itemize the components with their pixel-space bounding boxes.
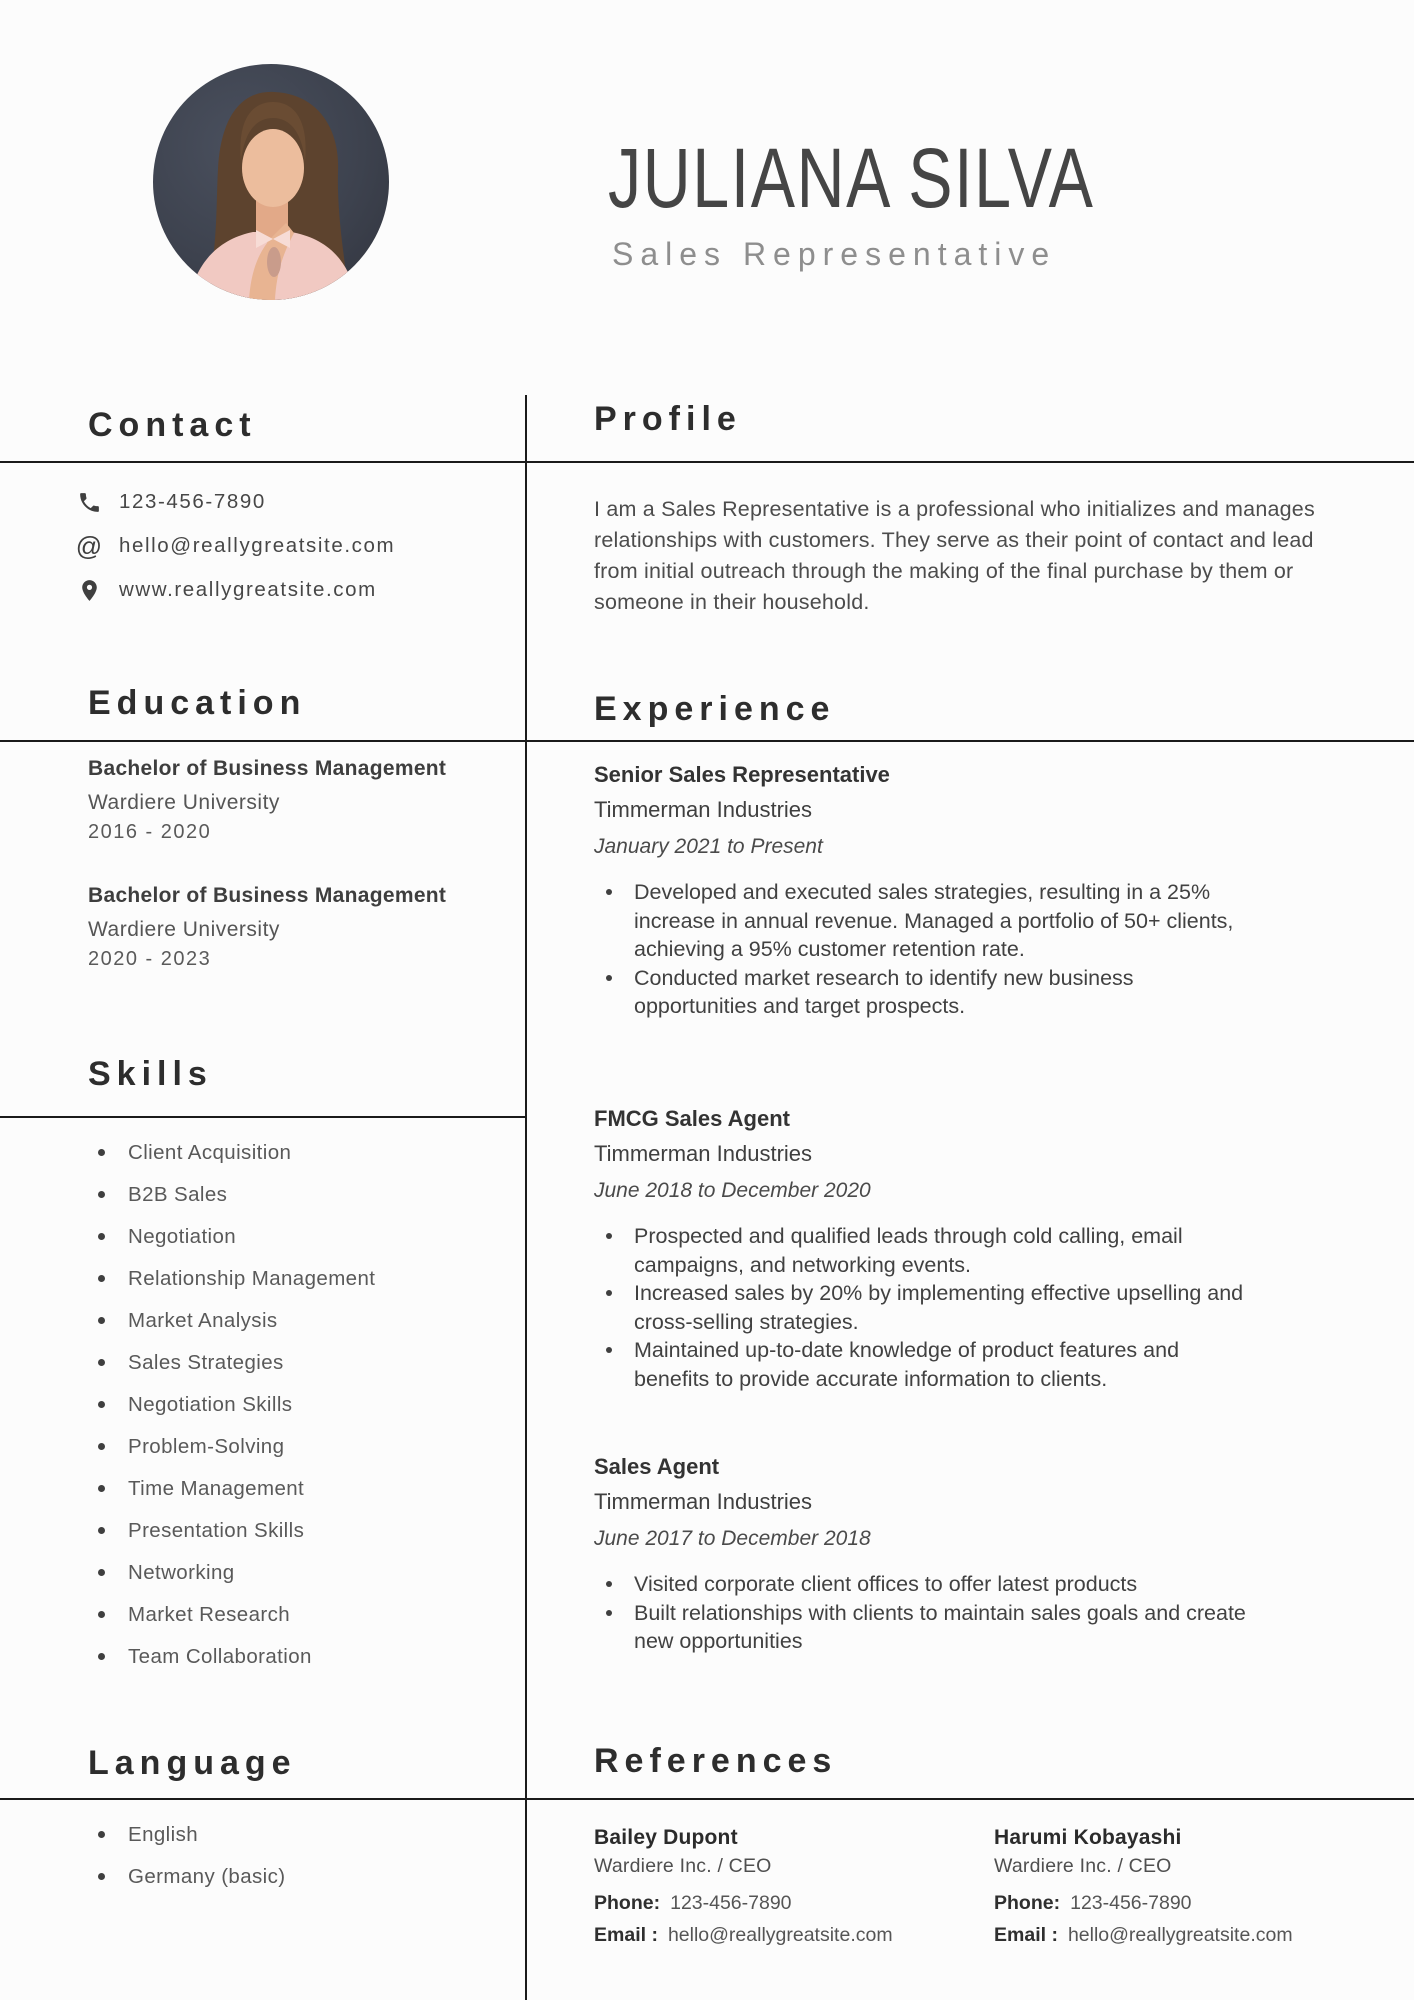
bullet-dot-icon xyxy=(98,1831,105,1838)
job-bullet-list xyxy=(594,1570,1254,1656)
skill-item xyxy=(98,1266,478,1291)
school-name: Wardiere University xyxy=(88,791,280,814)
reference-email[interactable]: hello@reallygreatsite.com xyxy=(667,1924,893,1946)
reference-phone[interactable]: 123-456-7890 xyxy=(670,1892,792,1914)
bullet-dot-icon xyxy=(98,1443,105,1450)
education-years: 2020 - 2023 xyxy=(88,948,212,970)
reference-email-row xyxy=(994,1924,1394,1947)
job-dates: June 2018 to December 2020 xyxy=(594,1179,871,1202)
education-years: 2016 - 2020 xyxy=(88,821,212,843)
contact-heading: Contact xyxy=(88,406,257,444)
bullet-dot-icon xyxy=(98,1485,105,1492)
job-bullet-list xyxy=(594,1222,1254,1393)
skills-heading: Skills xyxy=(88,1055,213,1093)
phone-number[interactable]: 123-456-7890 xyxy=(119,490,266,513)
bullet-dot-icon xyxy=(98,1275,105,1282)
profile-heading: Profile xyxy=(594,400,742,438)
job-bullet-text: Prospected and qualified leads through cold calling, email campaigns, and networking events. xyxy=(634,1224,1183,1277)
contact-profile-underline xyxy=(0,461,1414,463)
skill-item xyxy=(98,1434,478,1459)
phone-label: Phone: xyxy=(594,1892,661,1914)
reference-email-row xyxy=(594,1924,994,1947)
language-label: English xyxy=(128,1823,199,1846)
reference-phone-row xyxy=(594,1892,994,1915)
job-entry-sales-agent xyxy=(594,1454,1254,1656)
education-list xyxy=(88,757,488,1011)
references-list xyxy=(594,1826,1394,1947)
person-name: JULIANA SILVA xyxy=(608,131,1095,225)
bullet-dot-icon xyxy=(606,1581,612,1587)
phone-label: Phone: xyxy=(994,1892,1061,1914)
language-label: Germany (basic) xyxy=(128,1865,286,1888)
column-divider-line xyxy=(525,395,527,2000)
language-item xyxy=(98,1822,478,1847)
location-pin-icon xyxy=(75,576,103,604)
job-bullet-text: Developed and executed sales strategies, resulting in a 25% increase in annual revenue. Managed a portfolio of 50+ clients, achieving a 95% customer retention rate. xyxy=(634,880,1234,961)
education-heading: Education xyxy=(88,684,307,722)
bullet-dot-icon xyxy=(98,1569,105,1576)
reference-entry xyxy=(994,1826,1394,1947)
portrait-illustration xyxy=(153,64,389,300)
job-bullet xyxy=(594,1599,1254,1656)
job-bullet-text: Conducted market research to identify new business opportunities and target prospects. xyxy=(634,965,1134,1018)
phone-icon xyxy=(75,488,103,516)
contact-email-row xyxy=(75,532,395,560)
job-bullet xyxy=(594,878,1254,964)
bullet-dot-icon xyxy=(98,1653,105,1660)
skill-label: Market Research xyxy=(128,1603,291,1626)
skill-item xyxy=(98,1560,478,1585)
skill-label: Sales Strategies xyxy=(128,1351,284,1374)
job-bullet-text: Increased sales by 20% by implementing effective upselling and cross-selling strategies. xyxy=(634,1281,1244,1334)
skill-item xyxy=(98,1476,478,1501)
skill-label: Team Collaboration xyxy=(128,1645,312,1668)
bullet-dot-icon xyxy=(98,1317,105,1324)
skills-underline xyxy=(0,1116,527,1118)
bullet-dot-icon xyxy=(606,1610,612,1616)
at-icon: @ xyxy=(75,531,103,561)
language-references-underline xyxy=(0,1798,1414,1800)
education-entry xyxy=(88,757,488,844)
language-heading: Language xyxy=(88,1744,297,1782)
bullet-dot-icon xyxy=(98,1527,105,1534)
skill-item xyxy=(98,1224,478,1249)
bullet-dot-icon xyxy=(606,889,612,895)
contact-phone-row xyxy=(75,488,395,516)
job-bullet-text: Visited corporate client offices to offer latest products xyxy=(634,1572,1138,1596)
education-experience-underline xyxy=(0,740,1414,742)
job-company: Timmerman Industries xyxy=(594,1141,813,1166)
bullet-dot-icon xyxy=(606,1347,612,1353)
skill-label: Market Analysis xyxy=(128,1309,278,1332)
skill-item xyxy=(98,1392,478,1417)
reference-entry xyxy=(594,1826,994,1947)
job-title: Senior Sales Representative xyxy=(594,762,890,787)
skills-list xyxy=(98,1140,478,1686)
skill-label: Time Management xyxy=(128,1477,305,1500)
email-label: Email : xyxy=(594,1924,658,1946)
job-bullet xyxy=(594,1279,1254,1336)
job-company: Timmerman Industries xyxy=(594,797,813,822)
skill-item xyxy=(98,1140,478,1165)
skill-item xyxy=(98,1602,478,1627)
references-heading: References xyxy=(594,1742,838,1780)
profile-photo xyxy=(153,64,389,300)
experience-heading: Experience xyxy=(594,690,836,728)
bullet-dot-icon xyxy=(606,1290,612,1296)
degree-name: Bachelor of Business Management xyxy=(88,884,447,907)
email-label: Email : xyxy=(994,1924,1058,1946)
bullet-dot-icon xyxy=(98,1149,105,1156)
bullet-dot-icon xyxy=(98,1611,105,1618)
job-entry-senior-sales-representative xyxy=(594,762,1254,1021)
bullet-dot-icon xyxy=(98,1233,105,1240)
job-bullet-list xyxy=(594,878,1254,1021)
language-list xyxy=(98,1822,478,1906)
contact-website-row xyxy=(75,576,395,604)
job-bullet xyxy=(594,1336,1254,1393)
skill-label: Problem-Solving xyxy=(128,1435,285,1458)
profile-summary: I am a Sales Representative is a professional who initializes and manages relationships with customers. They serve as their point of contact and lead from initial outreach through the making of the final purchase by them or someone in their household. xyxy=(594,497,1315,614)
skill-label: B2B Sales xyxy=(128,1183,228,1206)
school-name: Wardiere University xyxy=(88,918,280,941)
bullet-dot-icon xyxy=(98,1401,105,1408)
job-title: Sales Agent xyxy=(594,1454,720,1479)
skill-label: Negotiation Skills xyxy=(128,1393,293,1416)
reference-email[interactable]: hello@reallygreatsite.com xyxy=(1067,1924,1293,1946)
reference-name: Harumi Kobayashi xyxy=(994,1826,1182,1849)
email-address[interactable]: hello@reallygreatsite.com xyxy=(119,534,396,557)
job-entry-fmcg-sales-agent xyxy=(594,1106,1254,1393)
education-entry xyxy=(88,884,488,971)
reference-phone-row xyxy=(994,1892,1394,1915)
skill-label: Networking xyxy=(128,1561,235,1584)
contact-list xyxy=(75,488,395,604)
website-url[interactable]: www.reallygreatsite.com xyxy=(119,578,377,601)
reference-name: Bailey Dupont xyxy=(594,1826,738,1849)
job-dates: January 2021 to Present xyxy=(594,835,823,858)
reference-phone[interactable]: 123-456-7890 xyxy=(1070,1892,1192,1914)
job-company: Timmerman Industries xyxy=(594,1489,813,1514)
job-bullet xyxy=(594,1570,1254,1599)
skill-item xyxy=(98,1182,478,1207)
bullet-dot-icon xyxy=(98,1359,105,1366)
job-bullet-text: Maintained up-to-date knowledge of product features and benefits to provide accurate information to clients. xyxy=(634,1338,1180,1391)
skill-item xyxy=(98,1518,478,1543)
reference-company-role: Wardiere Inc. / CEO xyxy=(994,1855,1172,1877)
skill-label: Relationship Management xyxy=(128,1267,376,1290)
skill-item xyxy=(98,1644,478,1669)
reference-company-role: Wardiere Inc. / CEO xyxy=(594,1855,772,1877)
skill-label: Client Acquisition xyxy=(128,1141,292,1164)
skill-label: Negotiation xyxy=(128,1225,237,1248)
job-bullet xyxy=(594,1222,1254,1279)
job-bullet xyxy=(594,964,1254,1021)
bullet-dot-icon xyxy=(606,975,612,981)
degree-name: Bachelor of Business Management xyxy=(88,757,447,780)
skill-label: Presentation Skills xyxy=(128,1519,305,1542)
job-dates: June 2017 to December 2018 xyxy=(594,1527,871,1550)
bullet-dot-icon xyxy=(606,1233,612,1239)
job-bullet-text: Built relationships with clients to maintain sales goals and create new opportunities xyxy=(634,1600,1246,1653)
skill-item xyxy=(98,1308,478,1333)
skill-item xyxy=(98,1350,478,1375)
person-job-title: Sales Representative xyxy=(612,236,1057,272)
bullet-dot-icon xyxy=(98,1873,105,1880)
job-title: FMCG Sales Agent xyxy=(594,1106,790,1131)
bullet-dot-icon xyxy=(98,1191,105,1198)
language-item xyxy=(98,1864,478,1889)
